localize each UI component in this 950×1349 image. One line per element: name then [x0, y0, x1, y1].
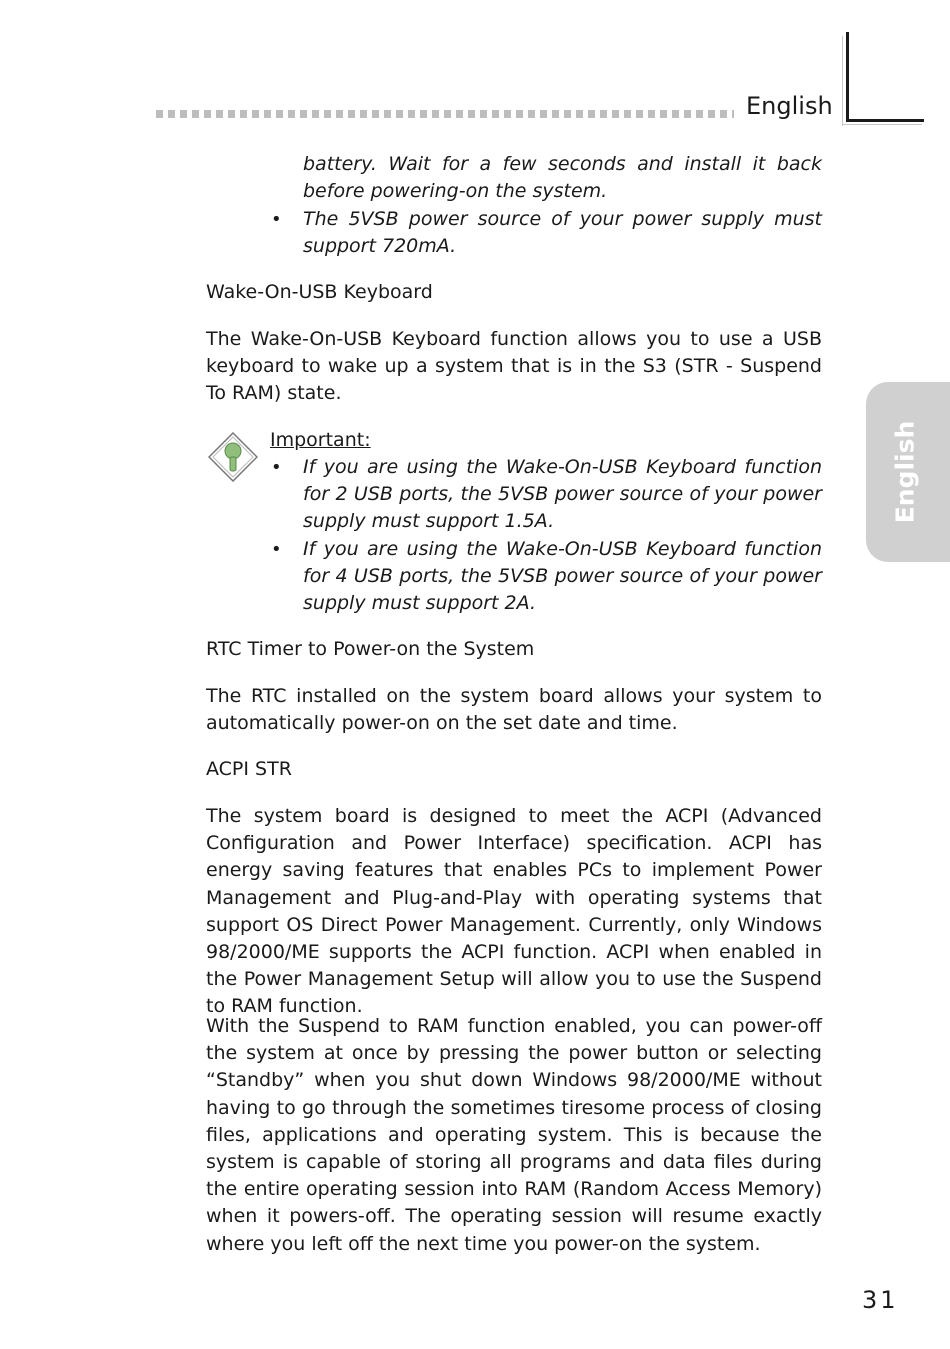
corner-mark-vertical	[846, 32, 849, 122]
continuation-text: battery. Wait for a few seconds and install it back before powering-on the system.	[303, 153, 822, 203]
important-label: Important:	[270, 429, 371, 451]
corner-mark-horizontal	[846, 119, 924, 122]
bullet-marker: •	[271, 457, 282, 478]
acpi-paragraph-1: The system board is designed to meet the ACPI (Advanced Configuration and Power Interface) specification. ACPI has energy saving features that enables PCs to implement Power Management and Plug-and-Play with operating systems that support OS Direct Power Management. Currently, only Windows 98/2000/ME supports the ACPI function. ACPI when enabled in the Power Management Setup will allow you to use the Suspend to RAM function.	[206, 805, 822, 1018]
bullet-marker: •	[271, 539, 282, 560]
wake-usb-paragraph: The Wake-On-USB Keyboard function allows you to use a USB keyboard to wake up a system that is in the S3 (STR - Suspend To RAM) state.	[206, 328, 822, 405]
bullet-marker: •	[271, 209, 282, 230]
rtc-paragraph: The RTC installed on the system board allows your system to automatically power-on on the set date and time.	[206, 685, 822, 735]
important-note-1: If you are using the Wake-On-USB Keyboard function for 2 USB ports, the 5VSB power source of your power supply must support 1.5A.	[303, 456, 822, 533]
important-note-diamond-icon	[208, 432, 258, 482]
important-note-2: If you are using the Wake-On-USB Keyboard function for 4 USB ports, the 5VSB power source of your power supply must support 2A.	[303, 538, 822, 615]
corner-shadow-vertical	[842, 36, 843, 126]
section-heading-acpi: ACPI STR	[206, 758, 292, 780]
acpi-paragraph-2: With the Suspend to RAM function enabled, you can power-off the system at once by pressing the power button or selecting “Standby” when you shut down Windows 98/2000/ME without having to go through the sometimes tiresome process of closing files, applications and operating system. This is because the system is capable of storing all programs and data files during the entire operating session into RAM (Random Access Memory) when it powers-off. The operating session will resume exactly where you left off the next time you power-on the system.	[206, 1015, 822, 1255]
header-dotted-rule	[156, 110, 734, 118]
corner-shadow-horizontal	[842, 124, 922, 125]
side-tab-label: English	[890, 420, 920, 524]
section-heading-rtc: RTC Timer to Power-on the System	[206, 638, 535, 660]
bullet-text: The 5VSB power source of your power supply must support 720mA.	[303, 208, 822, 258]
header-language: English	[746, 92, 833, 120]
page-number: 31	[862, 1286, 899, 1314]
section-heading-wake-usb: Wake-On-USB Keyboard	[206, 281, 433, 303]
